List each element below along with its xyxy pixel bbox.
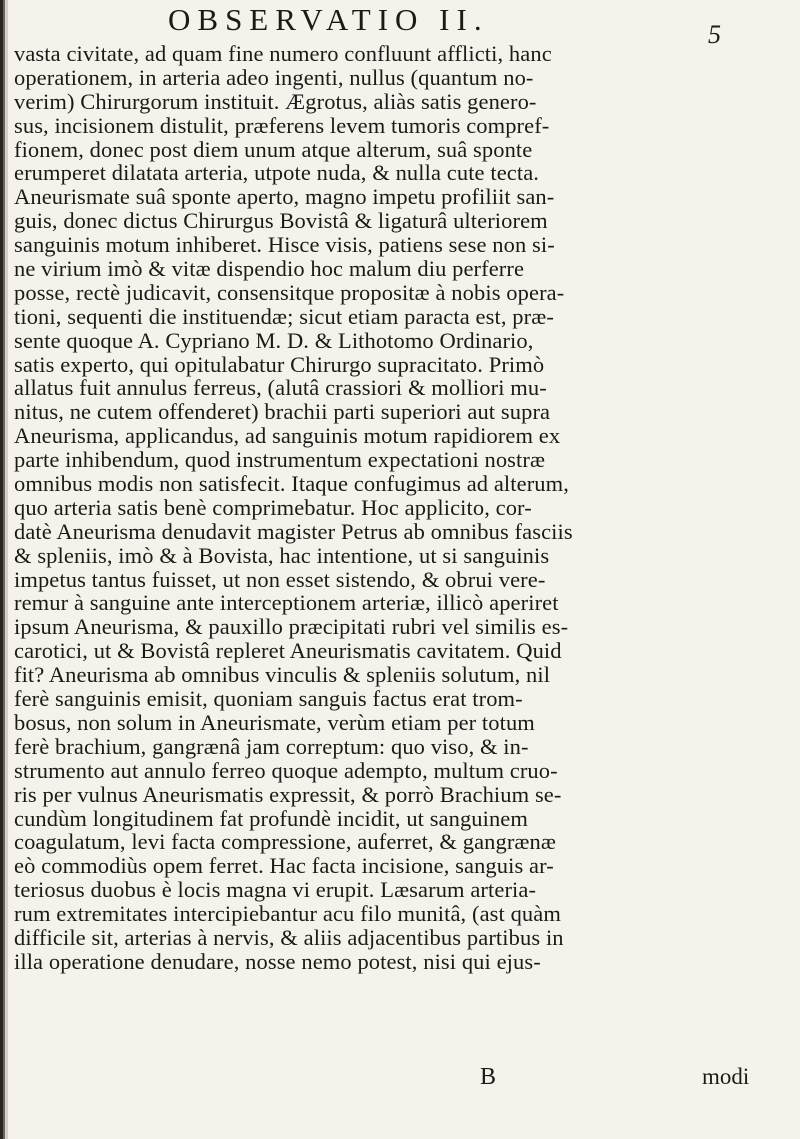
text-line: omnibus modis non satisfecit. Itaque confugimus ad alterum,	[14, 471, 569, 497]
text-line: ris per vulnus Aneurismatis expressit, & porrò Brachium se-	[14, 781, 562, 807]
text-line: vasta civitate, ad quam fine numero confluunt afflicti, hanc	[14, 41, 552, 66]
text-line: teriosus duobus è locis magna vi erupit. Læsarum arteria-	[14, 877, 537, 903]
text-line: ne virium imò & vitæ dispendio hoc malum diu perferre	[14, 256, 525, 282]
text-line: parte inhibendum, quod instrumentum expectationi nostræ	[14, 447, 546, 473]
text-line: rum extremitates intercipiebantur acu filo munitâ, (ast quàm	[14, 901, 561, 927]
text-line: fionem, donec post diem unum atque alterum, suâ sponte	[14, 136, 533, 162]
text-line: erumperet dilatata arteria, utpote nuda, & nulla cute tecta.	[14, 160, 540, 186]
text-line: coagulatum, levi facta compressione, auferret, & gangrænæ	[14, 829, 556, 855]
text-line: fit? Aneurisma ab omnibus vinculis & spleniis solutum, nil	[14, 662, 551, 688]
text-line: verim) Chirurgorum instituit. Ægrotus, aliàs satis genero-	[14, 88, 537, 114]
text-line: sente quoque A. Cypriano M. D. & Lithotomo Ordinario,	[14, 327, 534, 353]
text-line: datè Aneurisma denudavit magister Petrus ab omnibus fasciis	[14, 518, 573, 544]
running-head: OBSERVATIO II.	[168, 2, 489, 37]
text-line: bosus, non solum in Aneurismate, verùm etiam per totum	[14, 709, 535, 735]
text-line: carotici, ut & Bovistâ repleret Aneurismatis cavitatem. Quid	[14, 638, 562, 664]
text-line: difficile sit, arterias à nervis, & aliis adjacentibus partibus in	[14, 924, 564, 950]
binding-gutter	[0, 0, 8, 1139]
catchword: modi	[702, 1064, 750, 1089]
text-line: Aneurisma, applicandus, ad sanguinis motum rapidiorem ex	[14, 423, 561, 449]
text-line: satis experto, qui opitulabatur Chirurgo supracitato. Primò	[14, 351, 545, 377]
page-number: 5	[708, 20, 721, 49]
text-line: ipsum Aneurisma, & pauxillo præcipitati rubri vel similis es-	[14, 614, 569, 640]
text-line: allatus fuit annulus ferreus, (alutâ crassiori & molliori mu-	[14, 375, 547, 401]
body-text	[14, 42, 800, 974]
text-line: ferè sanguinis emisit, quoniam sanguis factus erat trom-	[14, 686, 523, 712]
text-line: eò commodiùs opem ferret. Hac facta incisione, sanguis ar-	[14, 853, 554, 879]
text-line: strumento aut annulo ferreo quoque adempto, multum cruo-	[14, 757, 558, 783]
text-line: remur à sanguine ante interceptionem arteriæ, illicò aperiret	[14, 590, 559, 616]
text-line: & spleniis, imò & à Bovista, hac intentione, ut si sanguinis	[14, 542, 550, 568]
text-line: illa operatione denudare, nosse nemo potest, nisi qui ejus-	[14, 948, 541, 974]
text-line: quo arteria satis benè comprimebatur. Hoc applicito, cor-	[14, 494, 532, 520]
text-line: guis, donec dictus Chirurgus Bovistâ & ligaturâ ulteriorem	[14, 208, 548, 234]
signature-mark: B	[480, 1064, 497, 1090]
text-line: operationem, in arteria adeo ingenti, nullus (quantum no-	[14, 64, 534, 90]
text-line: ferè brachium, gangrænâ jam correptum: quo viso, & in-	[14, 733, 529, 759]
text-line: impetus tantus fuisset, ut non esset sistendo, & obrui vere-	[14, 566, 546, 592]
text-line: tioni, sequenti die instituendæ; sicut etiam paracta est, præ-	[14, 303, 554, 329]
text-line: posse, rectè judicavit, consensitque propositæ à nobis opera-	[14, 279, 565, 305]
text-line: cundùm longitudinem fat profundè incidit, ut sanguinem	[14, 805, 528, 831]
text-line: sus, incisionem distulit, præferens levem tumoris compref-	[14, 112, 550, 138]
text-line: Aneurismate suâ sponte aperto, magno impetu profiliit san-	[14, 184, 555, 210]
text-line: sanguinis motum inhiberet. Hisce visis, patiens sese non si-	[14, 232, 555, 258]
text-line: nitus, ne cutem offenderet) brachii parti superiori aut supra	[14, 399, 551, 425]
